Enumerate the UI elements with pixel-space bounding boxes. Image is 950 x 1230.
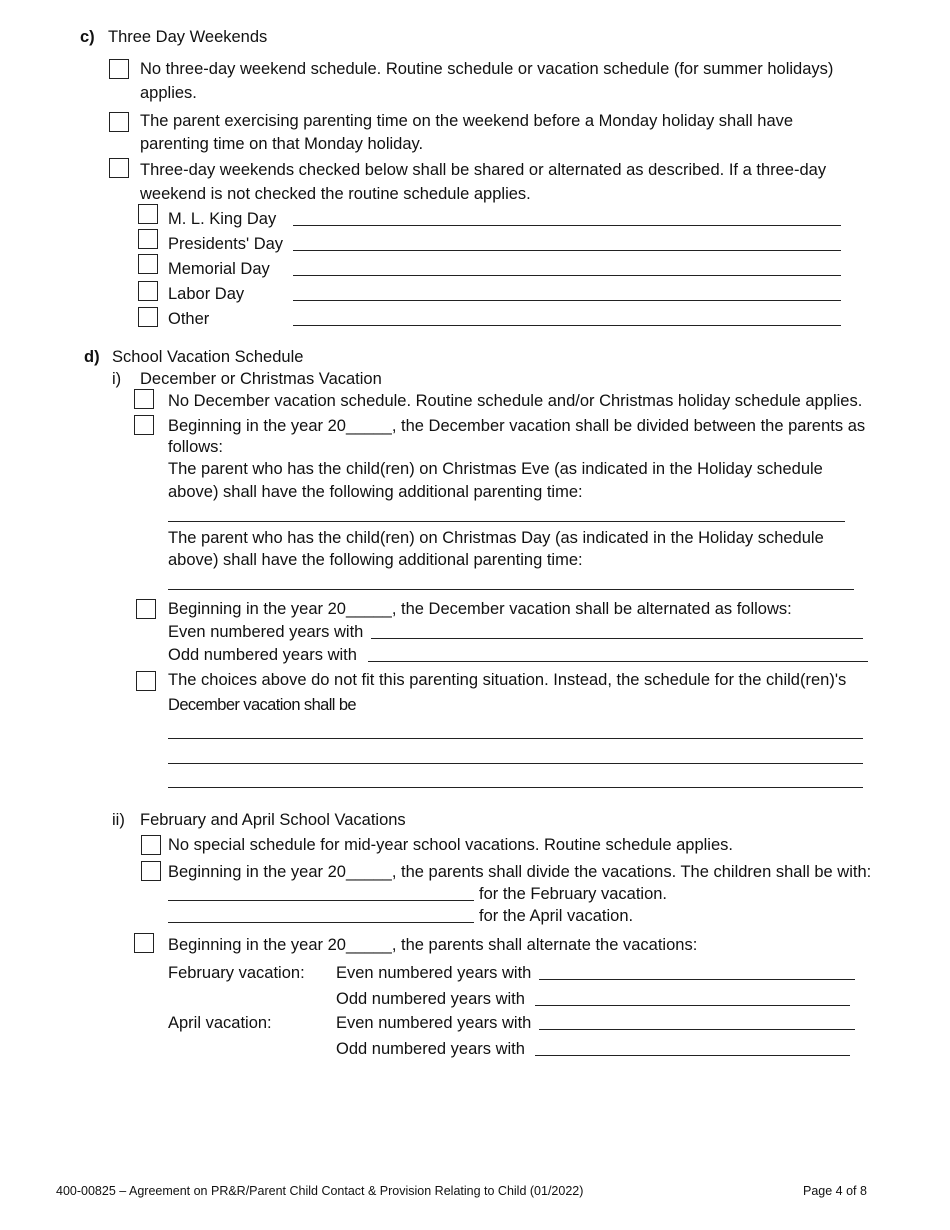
line-december-other-3[interactable]	[168, 787, 863, 788]
option-monday-holiday-line2: parenting time on that Monday holiday.	[140, 135, 424, 153]
checkbox-alternate-vacations[interactable]	[134, 933, 154, 953]
april-even-label: Even numbered years with	[336, 1014, 532, 1032]
checkbox-no-three-day-schedule[interactable]	[109, 59, 129, 79]
option-no-three-day-line1: No three-day weekend schedule. Routine schedule or vacation schedule (for summer holidays)	[140, 60, 834, 78]
checkbox-presidents-day[interactable]	[138, 229, 158, 249]
line-april-even-years[interactable]	[539, 1029, 855, 1030]
sub-ii-title: February and April School Vacations	[140, 811, 406, 829]
line-february-parent[interactable]	[168, 900, 474, 901]
line-presidents-day[interactable]	[293, 250, 841, 251]
sub-i-title: December or Christmas Vacation	[140, 370, 382, 388]
line-april-odd-years[interactable]	[535, 1055, 850, 1056]
checkbox-mlk-day[interactable]	[138, 204, 158, 224]
holiday-label-labor: Labor Day	[168, 285, 245, 303]
february-vacation-label: February vacation:	[168, 964, 305, 982]
option-divide-vacations: Beginning in the year 20_____, the parents shall divide the vacations. The children shall be with:	[168, 863, 872, 881]
option-shared-weekends-line1: Three-day weekends checked below shall be shared or alternated as described. If a three-day	[140, 161, 827, 179]
checkbox-december-divided[interactable]	[134, 415, 154, 435]
holiday-label-presidents: Presidents' Day	[168, 235, 284, 253]
option-shared-weekends-line2: weekend is not checked the routine schedule applies.	[140, 185, 531, 203]
checkbox-december-alternated[interactable]	[136, 599, 156, 619]
sub-ii-numeral: ii)	[112, 811, 125, 829]
holiday-label-mlk: M. L. King Day	[168, 210, 277, 228]
option-december-other-line2: December vacation shall be	[168, 696, 357, 714]
line-december-other-1[interactable]	[168, 738, 863, 739]
line-december-other-2[interactable]	[168, 763, 863, 764]
option-no-midyear: No special schedule for mid-year school vacations. Routine schedule applies.	[168, 836, 733, 854]
checkbox-other-holiday[interactable]	[138, 307, 158, 327]
footer-page-number: Page 4 of 8	[803, 1184, 867, 1198]
checkbox-divide-vacations[interactable]	[141, 861, 161, 881]
line-christmas-day-time[interactable]	[168, 589, 854, 590]
christmas-eve-line1: The parent who has the child(ren) on Christmas Eve (as indicated in the Holiday schedule	[168, 460, 823, 478]
checkbox-memorial-day[interactable]	[138, 254, 158, 274]
april-suffix: for the April vacation.	[479, 907, 634, 925]
february-odd-label: Odd numbered years with	[336, 990, 525, 1008]
option-alternate-vacations: Beginning in the year 20_____, the parents shall alternate the vacations:	[168, 936, 698, 954]
holiday-label-memorial: Memorial Day	[168, 260, 270, 278]
option-december-divided-line2: follows:	[168, 438, 224, 456]
december-even-label: Even numbered years with	[168, 623, 364, 641]
line-december-odd-years[interactable]	[368, 661, 868, 662]
april-odd-label: Odd numbered years with	[336, 1040, 525, 1058]
checkbox-labor-day[interactable]	[138, 281, 158, 301]
checkbox-no-december-schedule[interactable]	[134, 389, 154, 409]
line-february-odd-years[interactable]	[535, 1005, 850, 1006]
footer-form-id: 400-00825 – Agreement on PR&R/Parent Child Contact & Provision Relating to Child (01/2022)	[56, 1184, 584, 1198]
checkbox-shared-weekends[interactable]	[109, 158, 129, 178]
section-d-title: School Vacation Schedule	[112, 348, 304, 366]
christmas-day-line2: above) shall have the following additional parenting time:	[168, 551, 583, 569]
april-vacation-label: April vacation:	[168, 1014, 272, 1032]
option-december-divided-line1: Beginning in the year 20_____, the December vacation shall be divided between the parents as	[168, 417, 866, 435]
christmas-day-line1: The parent who has the child(ren) on Christmas Day (as indicated in the Holiday schedule	[168, 529, 824, 547]
sub-i-numeral: i)	[112, 370, 122, 388]
line-april-parent[interactable]	[168, 922, 474, 923]
line-february-even-years[interactable]	[539, 979, 855, 980]
section-c-title: Three Day Weekends	[108, 28, 268, 46]
line-other-holiday[interactable]	[293, 325, 841, 326]
section-c-letter: c)	[80, 28, 95, 46]
february-suffix: for the February vacation.	[479, 885, 668, 903]
christmas-eve-line2: above) shall have the following additional parenting time:	[168, 483, 583, 501]
line-mlk-day[interactable]	[293, 225, 841, 226]
holiday-label-other: Other	[168, 310, 210, 328]
line-labor-day[interactable]	[293, 300, 841, 301]
checkbox-december-other[interactable]	[136, 671, 156, 691]
option-december-alternated: Beginning in the year 20_____, the December vacation shall be alternated as follows:	[168, 600, 792, 618]
february-even-label: Even numbered years with	[336, 964, 532, 982]
line-christmas-eve-time[interactable]	[168, 521, 845, 522]
line-memorial-day[interactable]	[293, 275, 841, 276]
section-d-letter: d)	[84, 348, 100, 366]
december-odd-label: Odd numbered years with	[168, 646, 357, 664]
checkbox-no-midyear-schedule[interactable]	[141, 835, 161, 855]
option-december-other-line1: The choices above do not fit this parenting situation. Instead, the schedule for the child(ren)'s	[168, 671, 847, 689]
option-monday-holiday-line1: The parent exercising parenting time on the weekend before a Monday holiday shall have	[140, 112, 794, 130]
checkbox-monday-holiday[interactable]	[109, 112, 129, 132]
line-december-even-years[interactable]	[371, 638, 863, 639]
option-no-three-day-line2: applies.	[140, 84, 197, 102]
option-no-december: No December vacation schedule. Routine schedule and/or Christmas holiday schedule applies.	[168, 392, 863, 410]
